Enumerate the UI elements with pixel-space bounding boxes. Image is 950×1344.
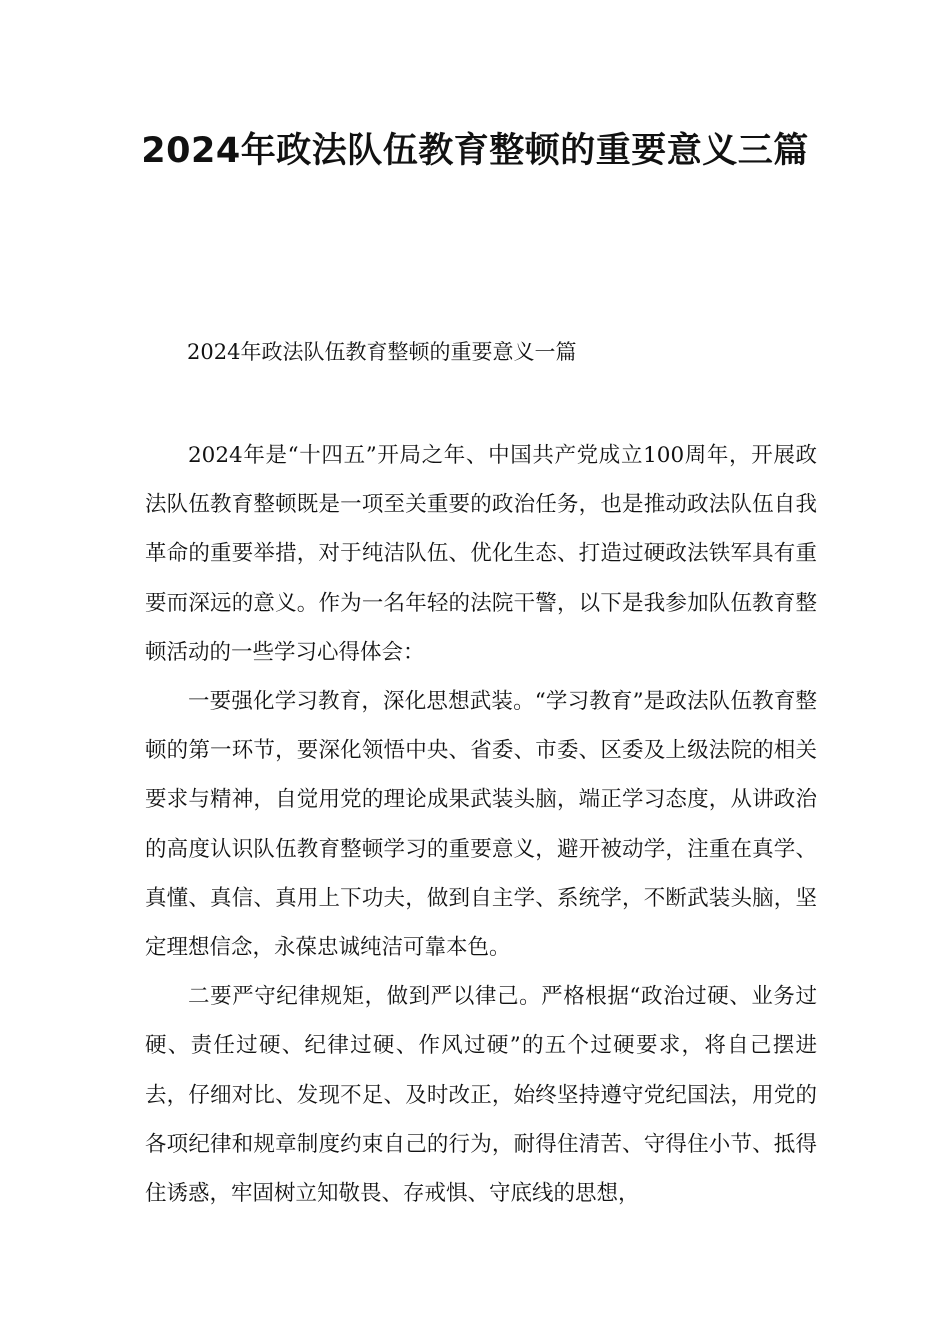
document-title: 2024年政法队伍教育整顿的重要意义三篇 [141, 131, 809, 171]
document-body [145, 431, 817, 1218]
paragraph-intro: 2024年是“十四五”开局之年、中国共产党成立100周年，开展政法队伍教育整顿既是一项至关重要的政治任务，也是推动政法队伍自我革命的重要举措，对于纯洁队伍、优化生态、打造过硬政法铁军具有重要而深远的意义。作为一名年轻的法院干警，以下是我参加队伍教育整顿活动的一些学习心得体会： [145, 443, 817, 665]
section-heading: 2024年政法队伍教育整顿的重要意义一篇 [187, 340, 577, 364]
paragraph-point-two: 二要严守纪律规矩，做到严以律己。严格根据“政治过硬、业务过硬、责任过硬、纪律过硬、作风过硬”的五个过硬要求，将自己摆进去，仔细对比、发现不足、及时改正，始终坚持遵守党纪国法，用党的各项纪律和规章制度约束自己的行为，耐得住清苦、守得住小节、抵得住诱惑，牢固树立知敬畏、存戒惧、守底线的思想， [145, 984, 817, 1207]
paragraph-point-one: 一要强化学习教育，深化思想武装。“学习教育”是政法队伍教育整顿的第一环节，要深化领悟中央、省委、市委、区委及上级法院的相关要求与精神，自觉用党的理论成果武装头脑，端正学习态度，从讲政治的高度认识队伍教育整顿学习的重要意义，避开被动学，注重在真学、真懂、真信、真用上下功夫，做到自主学、系统学，不断武装头脑，坚定理想信念，永葆忠诚纯洁可靠本色。 [145, 689, 817, 961]
